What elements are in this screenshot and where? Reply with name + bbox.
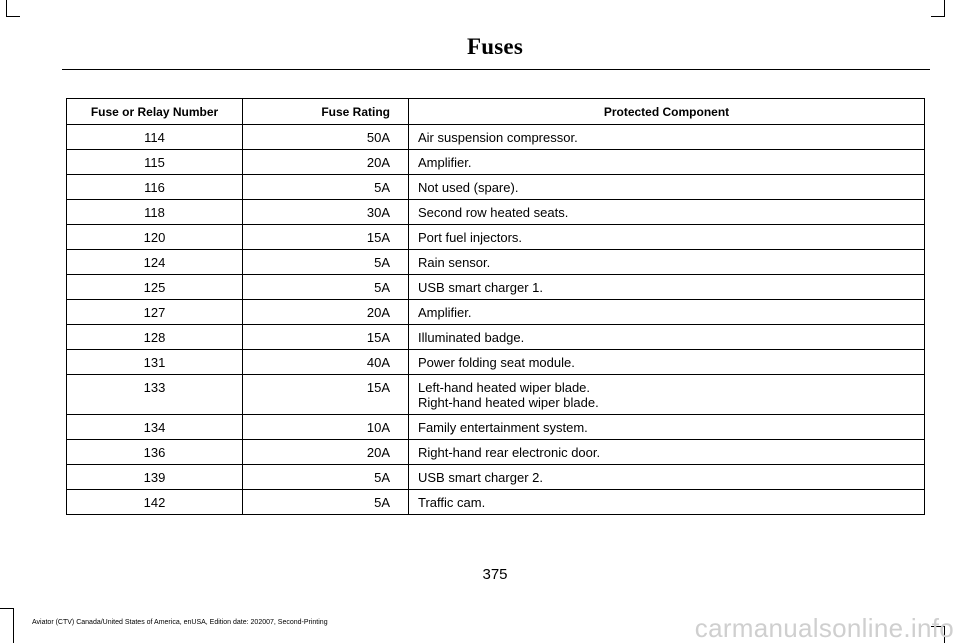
protected-component-cell (409, 490, 925, 515)
fuse-number-cell: 127 (67, 300, 243, 325)
component-line: Left-hand heated wiper blade. (418, 380, 591, 395)
protected-component-cell (409, 200, 925, 225)
fuse-rating-cell: 20A (243, 300, 409, 325)
table-row (67, 275, 925, 300)
protected-component-cell (409, 465, 925, 490)
fuse-rating-cell: 20A (243, 150, 409, 175)
protected-component-cell (409, 325, 925, 350)
fuse-number-cell: 120 (67, 225, 243, 250)
crop-mark (944, 0, 945, 17)
fuse-number-cell: 128 (67, 325, 243, 350)
protected-component-cell (409, 300, 925, 325)
fuse-number-cell: 134 (67, 415, 243, 440)
table-header-row (67, 99, 925, 125)
fuse-number-cell: 139 (67, 465, 243, 490)
crop-mark (6, 0, 7, 17)
column-header-fuse-rating: Fuse Rating (243, 99, 409, 125)
fuse-number-cell: 125 (67, 275, 243, 300)
fuse-rating-cell: 30A (243, 200, 409, 225)
table-body (67, 125, 925, 515)
component-line: Traffic cam. (418, 495, 486, 510)
crop-mark (13, 608, 14, 643)
component-line: Amplifier. (418, 155, 472, 170)
fuse-number-cell: 115 (67, 150, 243, 175)
protected-component-cell (409, 375, 925, 415)
component-line: USB smart charger 2. (418, 470, 543, 485)
fuse-number-cell: 124 (67, 250, 243, 275)
fuse-number-cell: 133 (67, 375, 243, 415)
component-line: Rain sensor. (418, 255, 491, 270)
protected-component-cell (409, 415, 925, 440)
table-row (67, 440, 925, 465)
table-row (67, 490, 925, 515)
crop-mark (0, 608, 14, 609)
component-line: Port fuel injectors. (418, 230, 523, 245)
table-row (67, 375, 925, 415)
protected-component-cell (409, 275, 925, 300)
component-line: Not used (spare). (418, 180, 519, 195)
table-row (67, 350, 925, 375)
component-line: Illuminated badge. (418, 330, 525, 345)
protected-component-cell (409, 350, 925, 375)
page-title: Fuses (467, 34, 523, 59)
fuse-rating-cell: 20A (243, 440, 409, 465)
fuse-rating-cell: 5A (243, 250, 409, 275)
fuse-rating-cell: 50A (243, 125, 409, 150)
protected-component-cell (409, 125, 925, 150)
fuse-rating-cell: 15A (243, 325, 409, 350)
protected-component-cell (409, 440, 925, 465)
component-line: Family entertainment system. (418, 420, 588, 435)
fuse-number-cell: 114 (67, 125, 243, 150)
header-rule (62, 69, 930, 70)
component-line: Right-hand rear electronic door. (418, 445, 601, 460)
table-row (67, 225, 925, 250)
table-row (67, 325, 925, 350)
fuse-rating-cell: 10A (243, 415, 409, 440)
fuse-number-cell: 131 (67, 350, 243, 375)
component-line: Air suspension compressor. (418, 130, 578, 145)
fuse-number-cell: 116 (67, 175, 243, 200)
table-row (67, 200, 925, 225)
page-number: 375 (482, 566, 508, 583)
table-row (67, 465, 925, 490)
table-row (67, 250, 925, 275)
table-row (67, 125, 925, 150)
protected-component-cell (409, 225, 925, 250)
component-line: Right-hand heated wiper blade. (418, 395, 599, 410)
column-header-fuse-number: Fuse or Relay Number (67, 99, 243, 125)
fuse-number-cell: 142 (67, 490, 243, 515)
component-line: Amplifier. (418, 305, 472, 320)
column-header-protected-component: Protected Component (409, 99, 925, 125)
table-row (67, 175, 925, 200)
table-row (67, 150, 925, 175)
component-line: USB smart charger 1. (418, 280, 543, 295)
fuse-rating-cell: 5A (243, 275, 409, 300)
crop-mark (931, 16, 945, 17)
footer-edition-text: Aviator (CTV) Canada/United States of America, enUSA, Edition date: 202007, Second-Printing (32, 619, 328, 626)
crop-mark (6, 16, 20, 17)
protected-component-cell (409, 175, 925, 200)
fuse-rating-cell: 40A (243, 350, 409, 375)
component-line: Second row heated seats. (418, 205, 569, 220)
fuse-rating-cell: 5A (243, 490, 409, 515)
watermark: carmanualsonline.info (694, 613, 954, 643)
fuse-rating-cell: 15A (243, 225, 409, 250)
protected-component-cell (409, 250, 925, 275)
protected-component-cell (409, 150, 925, 175)
table-row (67, 415, 925, 440)
fuse-table (66, 98, 925, 515)
component-line: Power folding seat module. (418, 355, 575, 370)
fuse-number-cell: 118 (67, 200, 243, 225)
fuse-rating-cell: 5A (243, 465, 409, 490)
table-row (67, 300, 925, 325)
fuse-rating-cell: 5A (243, 175, 409, 200)
fuse-number-cell: 136 (67, 440, 243, 465)
fuse-rating-cell: 15A (243, 375, 409, 415)
